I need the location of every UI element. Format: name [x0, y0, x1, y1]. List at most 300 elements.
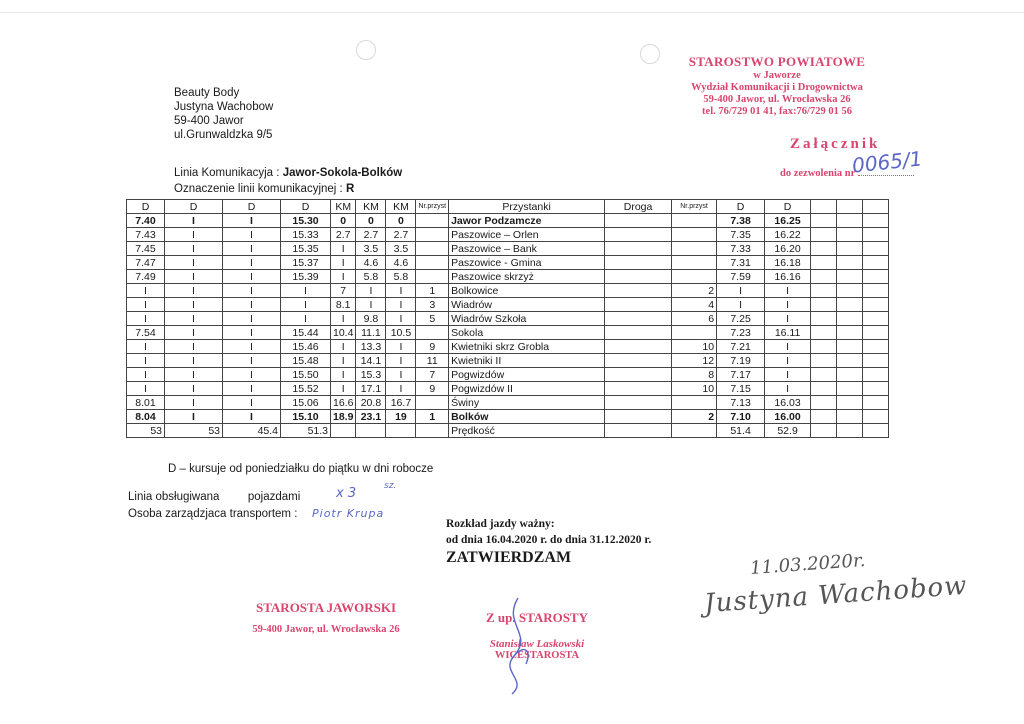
- table-cell: [605, 228, 672, 242]
- table-cell: Paszowice skrzyż: [449, 270, 605, 284]
- table-cell: [811, 256, 837, 270]
- table-cell: 7.47: [127, 256, 165, 270]
- table-cell: 7.40: [127, 214, 165, 228]
- table-cell: [863, 298, 889, 312]
- table-cell: [605, 256, 672, 270]
- vehicles-suffix-handwritten: sz.: [384, 481, 397, 491]
- table-cell: [605, 424, 672, 438]
- table-cell: [416, 228, 449, 242]
- table-row: [127, 396, 889, 410]
- table-cell: 53: [165, 424, 223, 438]
- table-cell: 15.35: [281, 242, 331, 256]
- table-cell: 7.45: [127, 242, 165, 256]
- table-cell: 9: [416, 340, 449, 354]
- table-cell: [811, 410, 837, 424]
- table-cell: Pogwizdów: [449, 368, 605, 382]
- speed-row: [127, 424, 889, 438]
- table-cell: [605, 214, 672, 228]
- table-cell: [605, 242, 672, 256]
- table-cell: I: [386, 298, 416, 312]
- table-cell: [811, 242, 837, 256]
- col-header: [837, 200, 863, 214]
- deputy-line: Z up. STAROSTY: [486, 610, 588, 625]
- table-cell: 7.59: [717, 270, 765, 284]
- col-header: [811, 200, 837, 214]
- table-row: [127, 284, 889, 298]
- col-header: D: [717, 200, 765, 214]
- col-header: D: [127, 200, 165, 214]
- table-cell: I: [127, 298, 165, 312]
- table-cell: 3.5: [356, 242, 386, 256]
- table-cell: 51.4: [717, 424, 765, 438]
- table-cell: [863, 354, 889, 368]
- table-row: [127, 312, 889, 326]
- table-cell: [416, 256, 449, 270]
- table-cell: I: [765, 368, 811, 382]
- table-cell: [837, 340, 863, 354]
- table-cell: 19: [386, 410, 416, 424]
- punch-hole: [640, 44, 660, 64]
- timetable-body: [127, 214, 889, 438]
- table-cell: [672, 214, 717, 228]
- table-cell: 7.38: [717, 214, 765, 228]
- table-cell: I: [223, 312, 281, 326]
- col-header: Nr.przyst: [672, 200, 717, 214]
- table-cell: I: [765, 354, 811, 368]
- table-cell: 7: [331, 284, 356, 298]
- table-cell: [863, 340, 889, 354]
- table-cell: 45.4: [223, 424, 281, 438]
- table-cell: [837, 382, 863, 396]
- stamp-line-5: tel. 76/729 01 41, fax:76/729 01 56: [702, 106, 852, 117]
- table-cell: [605, 340, 672, 354]
- table-cell: 3: [416, 298, 449, 312]
- operator-city: 59-400 Jawor: [174, 115, 244, 127]
- table-cell: I: [386, 284, 416, 298]
- table-cell: [356, 424, 386, 438]
- table-cell: I: [331, 256, 356, 270]
- table-cell: [605, 298, 672, 312]
- table-cell: [416, 270, 449, 284]
- table-cell: I: [765, 284, 811, 298]
- table-cell: I: [127, 312, 165, 326]
- col-header: [863, 200, 889, 214]
- table-cell: I: [223, 354, 281, 368]
- table-cell: 7.35: [717, 228, 765, 242]
- footnote: D – kursuje od poniedziałku do piątku w dni robocze: [168, 463, 434, 475]
- table-cell: 0: [356, 214, 386, 228]
- table-cell: I: [765, 340, 811, 354]
- table-cell: 20.8: [356, 396, 386, 410]
- table-cell: 9: [416, 382, 449, 396]
- table-cell: I: [223, 256, 281, 270]
- permit-number-handwritten: 0065/1: [850, 146, 924, 178]
- table-cell: 7.31: [717, 256, 765, 270]
- table-cell: 15.44: [281, 326, 331, 340]
- table-cell: I: [281, 284, 331, 298]
- stamp-line-1: STAROSTWO POWIATOWE: [688, 54, 866, 69]
- table-cell: [605, 312, 672, 326]
- stamp-line-3: Wydział Komunikacji i Drogownictwa: [691, 82, 863, 93]
- col-header: D: [765, 200, 811, 214]
- table-cell: I: [223, 340, 281, 354]
- table-cell: 18.9: [331, 410, 356, 424]
- table-cell: 7.19: [717, 354, 765, 368]
- table-cell: 7.13: [717, 396, 765, 410]
- table-cell: 51.3: [281, 424, 331, 438]
- table-cell: [672, 396, 717, 410]
- table-row: [127, 410, 889, 424]
- table-cell: I: [127, 354, 165, 368]
- table-cell: 16.00: [765, 410, 811, 424]
- table-cell: [837, 396, 863, 410]
- table-cell: [811, 270, 837, 284]
- handwritten-date: 11.03.2020r.: [749, 549, 867, 580]
- table-cell: [811, 284, 837, 298]
- handwritten-signature: Justyna Wachobow: [703, 570, 969, 620]
- vehicles-row: [128, 490, 300, 504]
- table-cell: [811, 340, 837, 354]
- table-cell: I: [165, 354, 223, 368]
- table-cell: 7.33: [717, 242, 765, 256]
- table-row: [127, 298, 889, 312]
- table-cell: 7.10: [717, 410, 765, 424]
- operator-street: ul.Grunwaldzka 9/5: [174, 129, 273, 141]
- table-row: [127, 242, 889, 256]
- table-cell: I: [223, 284, 281, 298]
- line-name: Jawor-Sokola-Bolków: [282, 167, 403, 179]
- table-cell: [386, 424, 416, 438]
- table-cell: [811, 424, 837, 438]
- table-cell: 8.1: [331, 298, 356, 312]
- validity-dates: od dnia 16.04.2020 r. do dnia 31.12.2020 r.: [446, 534, 652, 546]
- table-cell: 7.17: [717, 368, 765, 382]
- vehicles-label: Linia obsługiwana: [128, 491, 220, 503]
- table-cell: 2.7: [356, 228, 386, 242]
- table-cell: 12: [672, 354, 717, 368]
- table-cell: 2.7: [386, 228, 416, 242]
- table-cell: [863, 382, 889, 396]
- table-cell: 52.9: [765, 424, 811, 438]
- table-cell: 7.15: [717, 382, 765, 396]
- table-cell: [416, 396, 449, 410]
- table-cell: 9.8: [356, 312, 386, 326]
- table-cell: [416, 326, 449, 340]
- table-cell: 7.49: [127, 270, 165, 284]
- table-cell: [811, 298, 837, 312]
- table-cell: 15.37: [281, 256, 331, 270]
- vehicles-word: pojazdami: [247, 491, 301, 503]
- table-cell: 1: [416, 410, 449, 424]
- table-cell: [863, 270, 889, 284]
- table-cell: [811, 228, 837, 242]
- table-cell: I: [281, 298, 331, 312]
- table-cell: [863, 368, 889, 382]
- table-cell: 0: [331, 214, 356, 228]
- attachment-title: Załącznik: [790, 136, 881, 152]
- table-cell: I: [223, 228, 281, 242]
- table-cell: Paszowice – Bank: [449, 242, 605, 256]
- table-cell: 4.6: [356, 256, 386, 270]
- table-cell: [811, 382, 837, 396]
- table-cell: 13.3: [356, 340, 386, 354]
- table-cell: 11: [416, 354, 449, 368]
- table-cell: 2.7: [331, 228, 356, 242]
- table-cell: I: [281, 312, 331, 326]
- table-cell: 10.4: [331, 326, 356, 340]
- table-cell: I: [356, 284, 386, 298]
- table-cell: Paszowice - Gmina: [449, 256, 605, 270]
- table-cell: 16.25: [765, 214, 811, 228]
- deputy-name: Stanisław Laskowski: [489, 638, 585, 650]
- table-cell: I: [386, 368, 416, 382]
- table-cell: 10: [672, 382, 717, 396]
- table-cell: 15.33: [281, 228, 331, 242]
- table-cell: Pogwizdów II: [449, 382, 605, 396]
- table-cell: [863, 284, 889, 298]
- operator-address: [174, 86, 273, 142]
- vehicles-count-handwritten: x 3: [336, 486, 357, 501]
- table-header-row: [127, 200, 889, 214]
- table-cell: 4.6: [386, 256, 416, 270]
- table-cell: 17.1: [356, 382, 386, 396]
- table-cell: 15.30: [281, 214, 331, 228]
- table-cell: Jawor Podzamcze: [449, 214, 605, 228]
- table-cell: 15.46: [281, 340, 331, 354]
- table-cell: [863, 312, 889, 326]
- table-cell: I: [165, 270, 223, 284]
- table-cell: I: [223, 326, 281, 340]
- table-cell: [837, 284, 863, 298]
- table-cell: 8.04: [127, 410, 165, 424]
- table-cell: 10: [672, 340, 717, 354]
- table-cell: [811, 368, 837, 382]
- table-cell: 6: [672, 312, 717, 326]
- table-cell: 8.01: [127, 396, 165, 410]
- col-header: KM: [386, 200, 416, 214]
- col-header: KM: [331, 200, 356, 214]
- table-cell: I: [331, 354, 356, 368]
- table-row: [127, 270, 889, 284]
- table-cell: [863, 228, 889, 242]
- table-cell: [837, 424, 863, 438]
- table-cell: [837, 354, 863, 368]
- table-cell: Kwietniki II: [449, 354, 605, 368]
- stamp-line-4: 59-400 Jawor, ul. Wrocławska 26: [703, 94, 851, 105]
- approve-text: ZATWIERDZAM: [446, 549, 572, 566]
- table-cell: I: [127, 382, 165, 396]
- table-cell: I: [765, 298, 811, 312]
- table-cell: 2: [672, 410, 717, 424]
- table-cell: I: [331, 382, 356, 396]
- table-cell: I: [223, 368, 281, 382]
- table-cell: [811, 396, 837, 410]
- table-cell: [837, 298, 863, 312]
- table-cell: [811, 326, 837, 340]
- table-cell: [605, 410, 672, 424]
- table-cell: 15.48: [281, 354, 331, 368]
- col-header: Przystanki: [449, 200, 605, 214]
- table-cell: 16.03: [765, 396, 811, 410]
- table-cell: 5: [416, 312, 449, 326]
- table-cell: 16.11: [765, 326, 811, 340]
- top-edge-line: [0, 12, 1024, 13]
- starosta-address: 59-400 Jawor, ul. Wrocławska 26: [252, 624, 400, 635]
- deputy-title: WICESTAROSTA: [494, 650, 580, 661]
- table-cell: Świny: [449, 396, 605, 410]
- table-cell: I: [165, 242, 223, 256]
- office-stamp: [676, 54, 878, 118]
- table-cell: I: [165, 298, 223, 312]
- table-cell: 16.22: [765, 228, 811, 242]
- table-row: [127, 354, 889, 368]
- table-row: [127, 256, 889, 270]
- table-cell: [837, 368, 863, 382]
- table-cell: I: [331, 368, 356, 382]
- table-cell: 15.50: [281, 368, 331, 382]
- table-cell: I: [165, 410, 223, 424]
- table-cell: [811, 354, 837, 368]
- table-cell: 15.39: [281, 270, 331, 284]
- table-cell: Prędkość: [449, 424, 605, 438]
- table-cell: [672, 270, 717, 284]
- table-cell: 16.6: [331, 396, 356, 410]
- table-row: [127, 214, 889, 228]
- table-cell: I: [223, 270, 281, 284]
- stamp-line-2: w Jaworze: [753, 70, 801, 81]
- table-cell: 15.10: [281, 410, 331, 424]
- table-cell: 4: [672, 298, 717, 312]
- table-cell: I: [223, 382, 281, 396]
- col-header: Droga: [605, 200, 672, 214]
- table-cell: I: [717, 284, 765, 298]
- table-cell: [672, 326, 717, 340]
- table-cell: 5.8: [356, 270, 386, 284]
- table-cell: [837, 312, 863, 326]
- validity-title: Rozkład jazdy ważny:: [446, 518, 555, 530]
- col-header: D: [281, 200, 331, 214]
- col-header: KM: [356, 200, 386, 214]
- permit-label: do zezwolenia nr: [780, 168, 914, 179]
- table-cell: 23.1: [356, 410, 386, 424]
- table-cell: I: [223, 396, 281, 410]
- table-cell: 53: [127, 424, 165, 438]
- table-cell: Sokola: [449, 326, 605, 340]
- deputy-signature-scribble: [488, 594, 548, 698]
- table-cell: 11.1: [356, 326, 386, 340]
- table-cell: [416, 214, 449, 228]
- line-designation-row: Oznaczenie linii komunikacyjnej : R: [174, 183, 355, 195]
- table-cell: [672, 228, 717, 242]
- table-cell: I: [165, 256, 223, 270]
- table-cell: 7.21: [717, 340, 765, 354]
- table-cell: 7.25: [717, 312, 765, 326]
- table-cell: [672, 242, 717, 256]
- table-cell: I: [165, 214, 223, 228]
- table-cell: 8: [672, 368, 717, 382]
- manager-name-handwritten: Piotr Krupa: [312, 507, 385, 520]
- table-cell: [605, 284, 672, 298]
- operator-name: Beauty Body: [174, 87, 240, 99]
- table-row: [127, 382, 889, 396]
- table-cell: [837, 242, 863, 256]
- table-cell: I: [386, 354, 416, 368]
- table-cell: Bolkowice: [449, 284, 605, 298]
- table-cell: [837, 410, 863, 424]
- manager-label: Osoba zarządzjaca transportem :: [128, 508, 298, 520]
- table-cell: I: [356, 298, 386, 312]
- table-row: [127, 228, 889, 242]
- starosta-title: STAROSTA JAWORSKI: [255, 600, 397, 615]
- table-cell: I: [127, 340, 165, 354]
- table-cell: I: [386, 340, 416, 354]
- table-cell: I: [223, 410, 281, 424]
- table-cell: [863, 424, 889, 438]
- table-cell: I: [165, 382, 223, 396]
- table-cell: 7.43: [127, 228, 165, 242]
- table-cell: [863, 410, 889, 424]
- table-cell: I: [165, 312, 223, 326]
- operator-owner: Justyna Wachobow: [174, 101, 274, 113]
- table-cell: [331, 424, 356, 438]
- table-cell: I: [386, 312, 416, 326]
- table-cell: I: [331, 312, 356, 326]
- table-cell: [416, 424, 449, 438]
- table-cell: [837, 256, 863, 270]
- punch-hole: [356, 40, 376, 60]
- table-cell: I: [331, 270, 356, 284]
- table-cell: [605, 270, 672, 284]
- table-cell: [837, 214, 863, 228]
- table-cell: 7.54: [127, 326, 165, 340]
- table-cell: 16.18: [765, 256, 811, 270]
- table-row: [127, 326, 889, 340]
- table-cell: I: [765, 312, 811, 326]
- table-cell: I: [765, 382, 811, 396]
- table-cell: I: [127, 368, 165, 382]
- table-cell: I: [223, 242, 281, 256]
- table-cell: Paszowice – Orlen: [449, 228, 605, 242]
- table-cell: Wiadrów Szkoła: [449, 312, 605, 326]
- table-cell: [863, 214, 889, 228]
- table-cell: 7.23: [717, 326, 765, 340]
- table-cell: 3.5: [386, 242, 416, 256]
- table-cell: 15.52: [281, 382, 331, 396]
- timetable: [126, 199, 889, 438]
- table-row: [127, 368, 889, 382]
- table-cell: I: [165, 326, 223, 340]
- table-cell: I: [165, 228, 223, 242]
- table-cell: [605, 326, 672, 340]
- table-cell: [605, 396, 672, 410]
- table-cell: [837, 270, 863, 284]
- table-cell: 5.8: [386, 270, 416, 284]
- col-header: Nr.przyst: [416, 200, 449, 214]
- table-cell: I: [386, 382, 416, 396]
- table-cell: [863, 256, 889, 270]
- table-cell: [837, 228, 863, 242]
- table-cell: [863, 326, 889, 340]
- line-designation: R: [345, 183, 355, 195]
- table-cell: [605, 354, 672, 368]
- table-cell: 16.16: [765, 270, 811, 284]
- table-cell: 2: [672, 284, 717, 298]
- table-cell: Wiadrów: [449, 298, 605, 312]
- table-cell: [863, 242, 889, 256]
- table-cell: 1: [416, 284, 449, 298]
- table-cell: I: [165, 396, 223, 410]
- table-row: [127, 340, 889, 354]
